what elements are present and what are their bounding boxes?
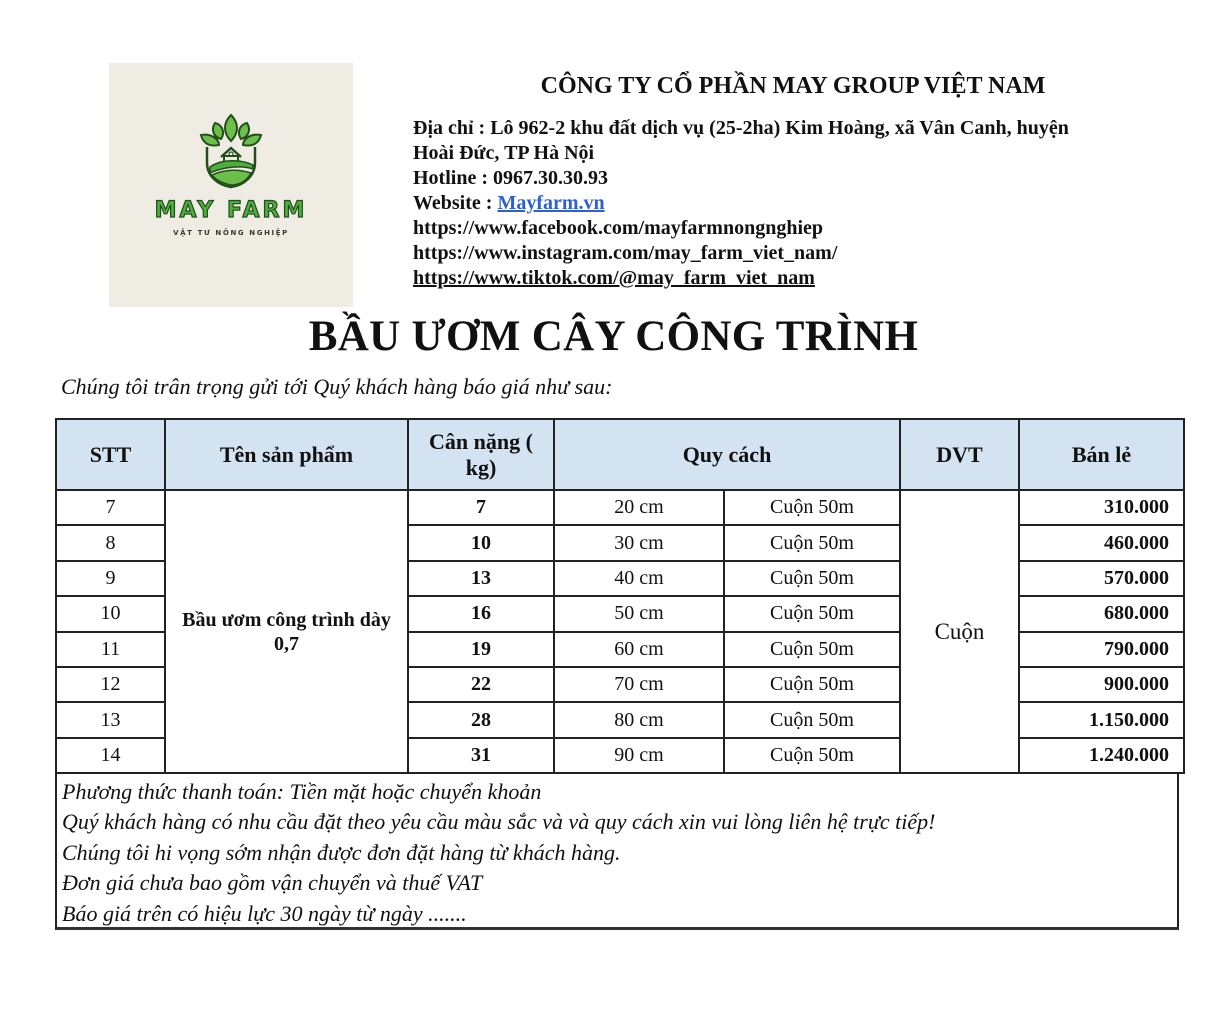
- address-line-1: Địa chỉ : Lô 962-2 khu đất dịch vụ (25-2ha) Kim Hoàng, xã Vân Canh, huyện: [413, 117, 1069, 139]
- cell-roll: Cuộn 50m: [724, 702, 900, 737]
- cell-width: 30 cm: [554, 525, 724, 560]
- cell-retail-price: 680.000: [1019, 596, 1184, 631]
- cell-unit: Cuộn: [900, 490, 1019, 773]
- header-unit: DVT: [900, 419, 1019, 490]
- cell-width: 60 cm: [554, 632, 724, 667]
- hotline: Hotline : 0967.30.30.93: [413, 167, 608, 189]
- website-row: [413, 191, 1173, 216]
- cell-retail-price: 790.000: [1019, 632, 1184, 667]
- note-validity: Báo giá trên có hiệu lực 30 ngày từ ngày .......: [62, 900, 467, 926]
- cell-width: 80 cm: [554, 702, 724, 737]
- website-link[interactable]: Mayfarm.vn: [497, 192, 605, 214]
- cell-stt: 7: [56, 490, 165, 525]
- header-retail-price: Bán lẻ: [1019, 419, 1184, 490]
- document-title: BẦU ƯƠM CÂY CÔNG TRÌNH: [308, 313, 919, 360]
- cell-roll: Cuộn 50m: [724, 561, 900, 596]
- cell-width: 40 cm: [554, 561, 724, 596]
- cell-weight: 31: [408, 738, 554, 773]
- cell-weight: 16: [408, 596, 554, 631]
- notes-section: [55, 772, 1179, 930]
- logo-tagline: VẬT TƯ NÔNG NGHIỆP: [173, 229, 289, 237]
- note-custom-order: Quý khách hàng có nhu cầu đặt theo yêu cầu màu sắc và và quy cách xin vui lòng liên hệ trực tiếp!: [62, 809, 936, 835]
- cell-retail-price: 1.240.000: [1019, 738, 1184, 773]
- company-logo: [109, 63, 353, 307]
- cell-weight: 22: [408, 667, 554, 702]
- cell-stt: 8: [56, 525, 165, 560]
- farm-emblem-icon: [193, 113, 269, 189]
- instagram-url: https://www.instagram.com/may_farm_viet_nam/: [413, 242, 838, 264]
- cell-roll: Cuộn 50m: [724, 667, 900, 702]
- cell-stt: 10: [56, 596, 165, 631]
- cell-retail-price: 460.000: [1019, 525, 1184, 560]
- cell-roll: Cuộn 50m: [724, 525, 900, 560]
- cell-weight: 10: [408, 525, 554, 560]
- table-header-row: [56, 419, 1184, 490]
- facebook-url: https://www.facebook.com/mayfarmnongnghiep: [413, 217, 824, 239]
- header-stt: STT: [56, 419, 165, 490]
- cell-retail-price: 1.150.000: [1019, 702, 1184, 737]
- cell-weight: 7: [408, 490, 554, 525]
- cell-stt: 12: [56, 667, 165, 702]
- cell-stt: 14: [56, 738, 165, 773]
- website-label: Website :: [413, 192, 498, 214]
- tiktok-link[interactable]: https://www.tiktok.com/@may_farm_viet_nam: [413, 267, 815, 289]
- company-info: [413, 116, 1173, 291]
- header-spec: Quy cách: [554, 419, 900, 490]
- table-row: [56, 490, 1184, 525]
- cell-width: 20 cm: [554, 490, 724, 525]
- cell-width: 90 cm: [554, 738, 724, 773]
- cell-retail-price: 900.000: [1019, 667, 1184, 702]
- cell-stt: 9: [56, 561, 165, 596]
- note-vat: Đơn giá chưa bao gồm vận chuyển và thuế VAT: [62, 870, 483, 896]
- cell-retail-price: 310.000: [1019, 490, 1184, 525]
- cell-roll: Cuộn 50m: [724, 632, 900, 667]
- logo-brand-text: MAY FARM: [154, 198, 308, 223]
- header-weight: Cân nặng ( kg): [408, 419, 554, 490]
- note-hope: Chúng tôi hi vọng sớm nhận được đơn đặt hàng từ khách hàng.: [62, 839, 621, 865]
- address-line-2: Hoài Đức, TP Hà Nội: [413, 142, 595, 164]
- company-name: CÔNG TY CỔ PHẦN MAY GROUP VIỆT NAM: [540, 73, 1046, 99]
- cell-retail-price: 570.000: [1019, 561, 1184, 596]
- cell-weight: 28: [408, 702, 554, 737]
- cell-roll: Cuộn 50m: [724, 596, 900, 631]
- cell-stt: 13: [56, 702, 165, 737]
- cell-width: 70 cm: [554, 667, 724, 702]
- header-product-name: Tên sản phẩm: [165, 419, 408, 490]
- cell-stt: 11: [56, 632, 165, 667]
- cell-product-name: Bầu ươm công trình dày 0,7: [165, 490, 408, 773]
- price-table: [55, 418, 1185, 774]
- cell-roll: Cuộn 50m: [724, 490, 900, 525]
- cell-roll: Cuộn 50m: [724, 738, 900, 773]
- intro-text: Chúng tôi trân trọng gửi tới Quý khách hàng báo giá như sau:: [61, 374, 613, 399]
- cell-weight: 19: [408, 632, 554, 667]
- cell-width: 50 cm: [554, 596, 724, 631]
- note-payment: Phương thức thanh toán: Tiền mặt hoặc chuyển khoản: [62, 779, 542, 804]
- cell-weight: 13: [408, 561, 554, 596]
